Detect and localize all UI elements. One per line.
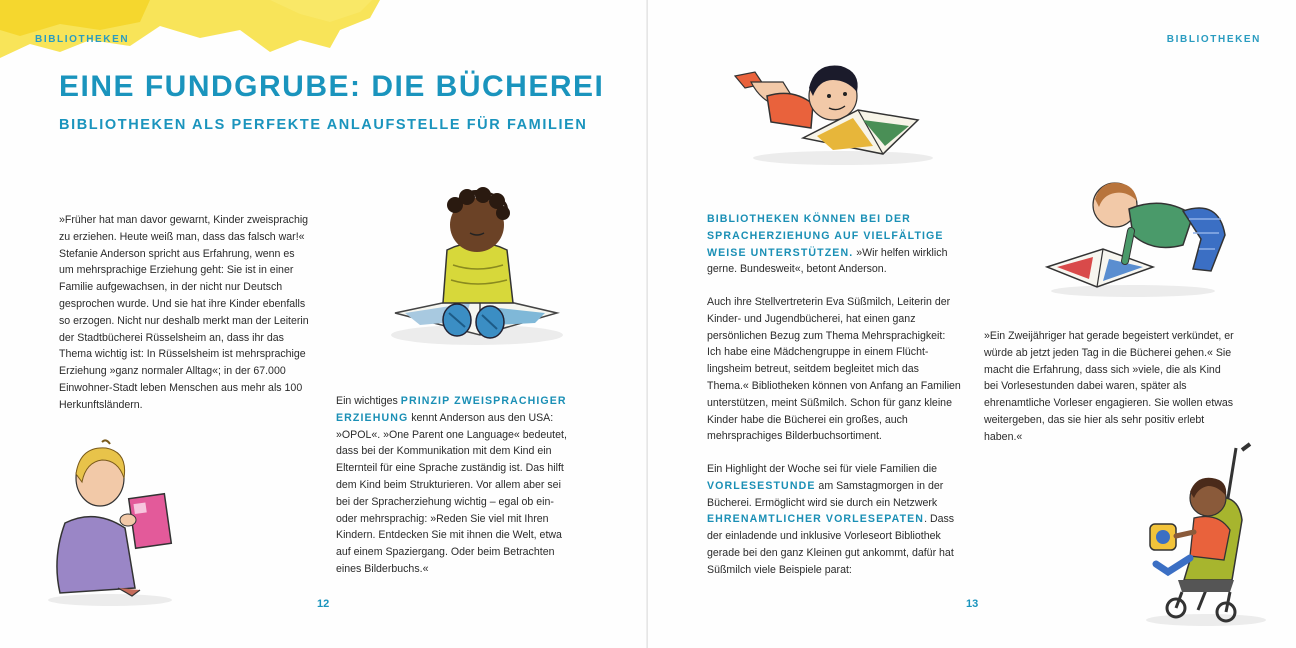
text-span: am Samstagmorgen in der Bücherei. Ermöglicht wird sie durch ein Netzwerk xyxy=(707,479,944,509)
text-span: kennt Anderson aus den USA: »OPOL«. »One Parent one Language« bedeutet, dass bei der Kommunikation mit dem Kind ein Elternteil für eine Sprache zuständig ist. Das hilft dem Kind beim Strukturieren. Vor allem aber sei bei der Spracherziehung wichtig – egal ob ein- oder mehrsprachig: »Reden Sie viel mit Ihren Kindern. Entdecken Sie mit ihnen die Welt, etwa auf einem Spaziergang. Oder beim Betrachten eines Bilderbuchs.« xyxy=(336,411,567,575)
right-paragraph-2: Auch ihre Stellvertreterin Eva Süßmilch, Leiterin der Kinder- und Jugendbücherei, hat einen ganz persönlichen Bezug zum Thema Mehrsprachigkeit: Ich habe eine Mädchengruppe in einem Flüchtlingsheim betreut, seitdem begleitet mich das Thema.« Bibliotheken können von Anfang an Familien unterstützen, meint Süßmilch. Schon für ganz kleine Kinder habe die Bücherei ein großes, auch mehrsprachiges Bilderbuchsortiment. xyxy=(707,296,961,443)
body-column-2 xyxy=(336,393,576,578)
text-span: Ein wichtiges xyxy=(336,395,401,407)
emphasis-term: PRINZIP ZWEISPRACHIGER ERZIEHUNG xyxy=(336,395,567,424)
child-reading-on-floor-illustration xyxy=(385,185,565,355)
body-column-1: »Früher hat man davor gewarnt, Kinder zweisprachig zu erziehen. Heute weiß man, dass das falsch war!« Stefanie Anderson spricht aus Erfahrung, wenn es um mehrsprachige Erziehung geht: Sie ist in einer Familie aufgewachsen, in der nicht nur Deutsch gesprochen wurde. Und sie hat ihre Kinder ebenfalls so erzogen. Nicht nur deshalb merkt man der Leiterin der Stadtbücherei Rüsselsheim an, dass ihr das Thema wichtig ist: In Rüsselsheim ist mehrsprachige Erziehung »ganz normaler Alltag«; in der 67.000 Einwohner-Stadt leben Menschen aus mehr als 100 Herkunftsländern. xyxy=(59,214,309,411)
page-number-left: 12 xyxy=(317,598,330,610)
emphasis-term: EHRENAMTLICHER VORLESEPATEN xyxy=(707,513,925,526)
right-paragraph-1 xyxy=(707,211,962,278)
right-page xyxy=(648,0,1296,648)
running-head-left: BIBLIOTHEKEN xyxy=(35,34,130,45)
boy-lying-with-picture-book-illustration xyxy=(733,58,933,168)
child-reading-pink-book-illustration xyxy=(40,438,180,608)
emphasis-term: VORLESESTUNDE xyxy=(707,479,816,492)
text-span: Ein Highlight der Woche sei für viele Familien die xyxy=(707,463,938,475)
child-crawling-over-book-illustration xyxy=(1043,175,1228,300)
running-head-right: BIBLIOTHEKEN xyxy=(1166,34,1261,45)
emphasis-term: BIBLIOTHEKEN KÖNNEN BEI DER SPRACHERZIEHUNG AUF VIELFÄLTIGE WEISE UNTERSTÜTZEN. xyxy=(707,213,944,259)
child-in-stroller-illustration xyxy=(1138,440,1268,630)
text-span: »Wir helfen wirklich gerne. Bundesweit«, betont Anderson. xyxy=(707,246,948,276)
text-span: . Dass der einladende und inklusive Vorleseort Bibliothek gerade bei den ganz Kleinen gut ankommt, dafür hat Süßmilch viele Beispiele parat: xyxy=(707,513,955,576)
page-subtitle: BIBLIOTHEKEN ALS PERFEKTE ANLAUFSTELLE FÜR FAMILIEN xyxy=(59,117,588,133)
page-number-right: 13 xyxy=(966,598,979,610)
right-paragraph-3 xyxy=(707,461,962,579)
right-column-2: »Ein Zweijähriger hat gerade begeistert verkündet, er würde ab jetzt jeden Tag in die Bücherei gehen.« Sie macht die Erfahrung, dass sich »viele, die als Kind bei Vorlesestunden dabei waren, später als ehrenamtliche Vorleser engagieren. Sie wollen etwas weitergeben, das sie hier als sehr positiv erlebt haben.« xyxy=(984,330,1234,443)
page-title: EINE FUNDGRUBE: DIE BÜCHEREI xyxy=(59,70,605,103)
